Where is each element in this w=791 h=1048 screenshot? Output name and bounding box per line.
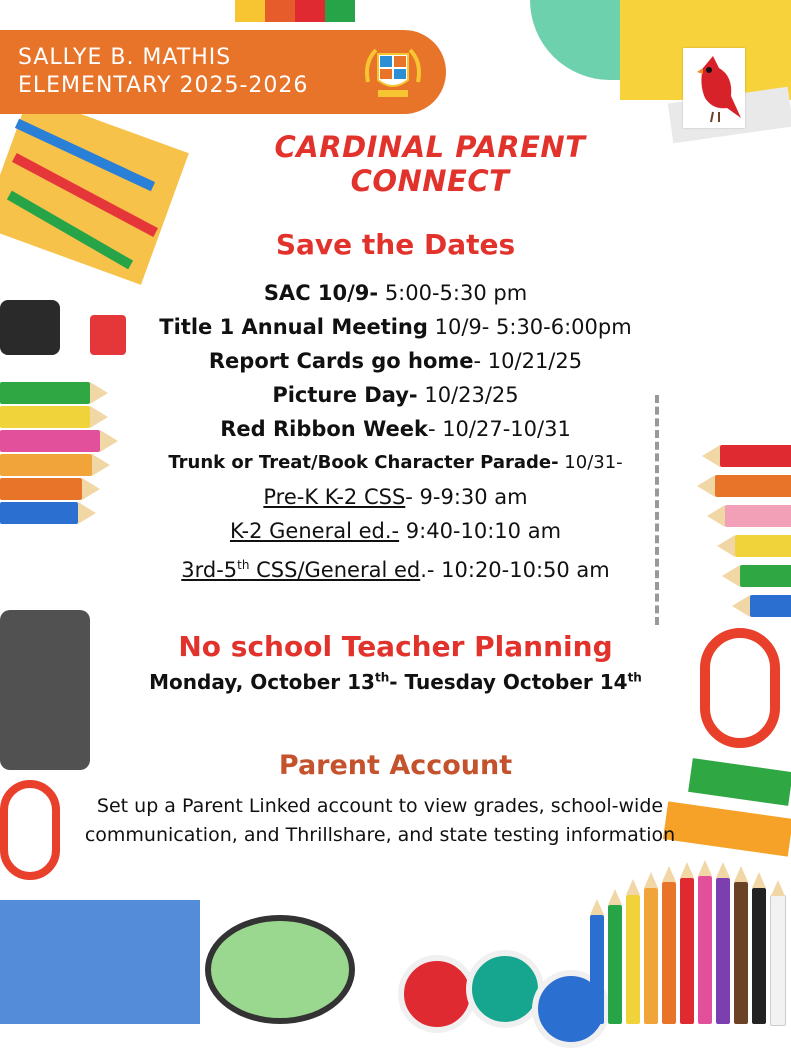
event-date: 5:00-5:30 pm	[378, 281, 528, 305]
ordinal-sup: th	[627, 670, 642, 685]
pencil-decor	[608, 905, 622, 1024]
event-name: Trunk or Treat/Book Character Parade-	[168, 452, 559, 473]
event-date: 10/9- 5:30-6:00pm	[427, 315, 632, 339]
marker-decor	[235, 0, 385, 22]
parade-time-prek	[0, 480, 791, 514]
school-name	[18, 44, 358, 100]
page-title: CARDINAL PARENT CONNECT	[274, 130, 586, 198]
scissors-decor	[0, 780, 60, 880]
event-date: 10/23/25	[417, 383, 519, 407]
magnifier-decor	[205, 915, 355, 1024]
pencil-decor	[680, 878, 694, 1024]
event-name: Report Cards go home	[208, 349, 474, 373]
highlighter-decor	[663, 801, 791, 856]
parent-account-text: Set up a Parent Linked account to view grades, school-wide communication, and Thrillshare, and state testing information	[84, 795, 676, 846]
pencil-decor	[752, 888, 766, 1024]
parade-time: 9:40-10:10 am	[399, 519, 562, 543]
parade-time: - 9-9:30 am	[405, 485, 528, 509]
parade-time: .- 10:20-10:50 am	[420, 558, 610, 582]
event-date: 10/31-	[558, 452, 623, 473]
event-name: Picture Day-	[272, 383, 418, 407]
event-name: SAC 10/9-	[263, 281, 379, 305]
event-red-ribbon-week	[0, 412, 791, 446]
event-report-cards	[0, 344, 791, 378]
pencil-decor	[734, 882, 748, 1024]
pencil-decor	[750, 595, 791, 617]
no-school-date-start: Monday, October 13	[149, 670, 375, 694]
parade-group-prefix: 3rd-5	[181, 558, 238, 582]
save-the-dates-heading: Save the Dates	[275, 228, 516, 261]
pencil-decor	[644, 888, 658, 1024]
parade-group: Pre-K K-2 CSS	[263, 485, 406, 509]
parade-group-sup: th	[237, 558, 250, 572]
parent-account-heading: Parent Account	[278, 750, 513, 781]
parade-group-rest: CSS/General ed	[249, 558, 421, 582]
no-school-date-end: - Tuesday October 14	[389, 670, 628, 694]
event-date: - 10/21/25	[473, 349, 583, 373]
event-name: Red Ribbon Week	[220, 417, 428, 441]
pencil-decor	[662, 882, 676, 1024]
parade-time-k2-general	[0, 514, 791, 548]
school-header-banner	[0, 30, 446, 114]
pencil-decor	[770, 895, 786, 1026]
school-logo-icon	[362, 42, 424, 104]
ordinal-sup: th	[374, 670, 390, 685]
event-trunk-or-treat	[0, 446, 791, 480]
cardinal-bird-icon	[683, 48, 745, 128]
event-name: Title 1 Annual Meeting	[159, 315, 428, 339]
event-picture-day	[0, 378, 791, 412]
no-school-heading: No school Teacher Planning	[178, 630, 613, 663]
school-name-line1: SALLYE B. MATHIS	[18, 45, 232, 70]
pencils-bottom-left-decor	[0, 900, 200, 1024]
pencil-decor	[716, 878, 730, 1024]
pencil-decor	[590, 915, 604, 1024]
events-list	[0, 276, 791, 587]
event-sac	[0, 276, 791, 310]
cardinal-mascot	[683, 48, 745, 128]
event-title1-meeting	[0, 310, 791, 344]
parade-group	[181, 558, 420, 582]
pencil-decor	[626, 895, 640, 1024]
school-name-line2: ELEMENTARY 2025-2026	[18, 73, 309, 98]
paint-pot-decor	[398, 955, 476, 1033]
parade-time-3-5	[0, 548, 791, 587]
pencil-decor	[698, 876, 712, 1024]
no-school-dates	[0, 670, 791, 694]
parade-group: K-2 General ed.-	[229, 519, 400, 543]
event-date: - 10/27-10/31	[427, 417, 571, 441]
